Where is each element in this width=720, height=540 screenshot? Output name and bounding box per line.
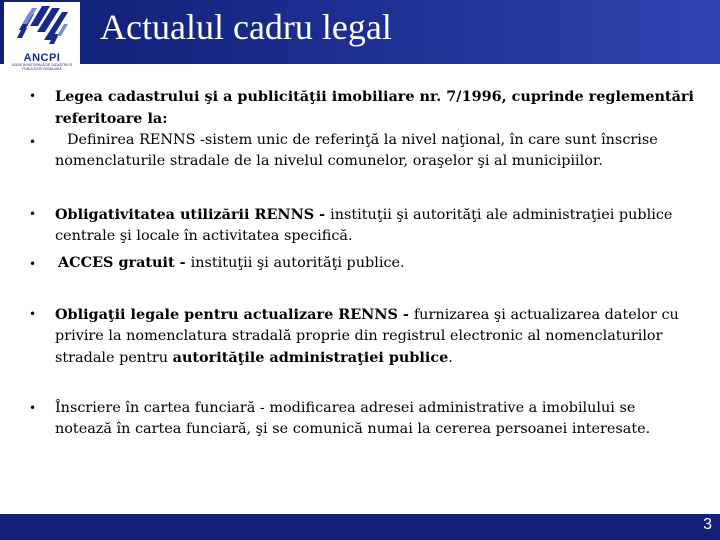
item-tail-text: .	[448, 350, 453, 366]
slide-title: Actualul cadru legal	[100, 7, 392, 47]
logo	[4, 2, 80, 78]
item-rest-text: Definirea RENNS -sistem unic de referinţă la nivel naţional, în care sunt înscrise nomenclaturile stradale de la nivelul comunelor, oraşelor şi al municipiilor.	[55, 132, 658, 169]
item-bold-text: Obligaţii legale pentru actualizare RENNS -	[55, 306, 414, 323]
item-text	[55, 304, 695, 369]
item-text	[55, 398, 695, 440]
item-rest-text: Înscriere în cartea funciară - modificarea adresei administrative a imobilului se notează în cartea funciară, şi se comunică numai la cererea persoanei interesate.	[55, 400, 651, 437]
logo-subtitle: AGENȚIA NAȚIONALĂ DE CADASTRU ȘI PUBLICITATE IMOBILIARĂ	[11, 63, 73, 71]
item-text	[55, 130, 695, 172]
item-bold-text: Obligativitatea utilizării RENNS -	[55, 206, 331, 223]
bullet: •	[29, 207, 37, 221]
bullet: •	[29, 307, 37, 321]
ancpi-logo-icon	[12, 4, 72, 52]
item-bold-text: Legea cadastrului şi a publicităţii imobiliare nr. 7/1996, cuprinde reglementări referitoare la:	[55, 88, 694, 127]
item-text	[55, 86, 695, 130]
item-text	[55, 204, 695, 247]
item-rest-text: instituţii şi autorităţi publice.	[190, 255, 405, 271]
logo-name: ANCPI	[23, 52, 61, 64]
header-bar	[0, 0, 720, 64]
footer-bar	[0, 514, 720, 540]
item-bold-text: ACCES gratuit -	[58, 254, 191, 271]
item-text	[58, 252, 698, 274]
bullet: •	[29, 135, 37, 149]
bullet: •	[29, 401, 37, 415]
item-rest-text: instituţii şi autorităţi ale administraţiei publice centrale şi locale în activitatea specifică.	[55, 207, 673, 244]
bullet: •	[29, 257, 37, 271]
item-rest-text: furnizarea şi actualizarea datelor cu privire la nomenclatura stradală proprie din registrul electronic al nomenclaturilor stradale pentru	[55, 307, 679, 366]
bullet: •	[29, 89, 37, 103]
item-bold-text-2: autorităţile administraţiei publice	[172, 349, 449, 366]
page-number: 3	[703, 516, 712, 533]
